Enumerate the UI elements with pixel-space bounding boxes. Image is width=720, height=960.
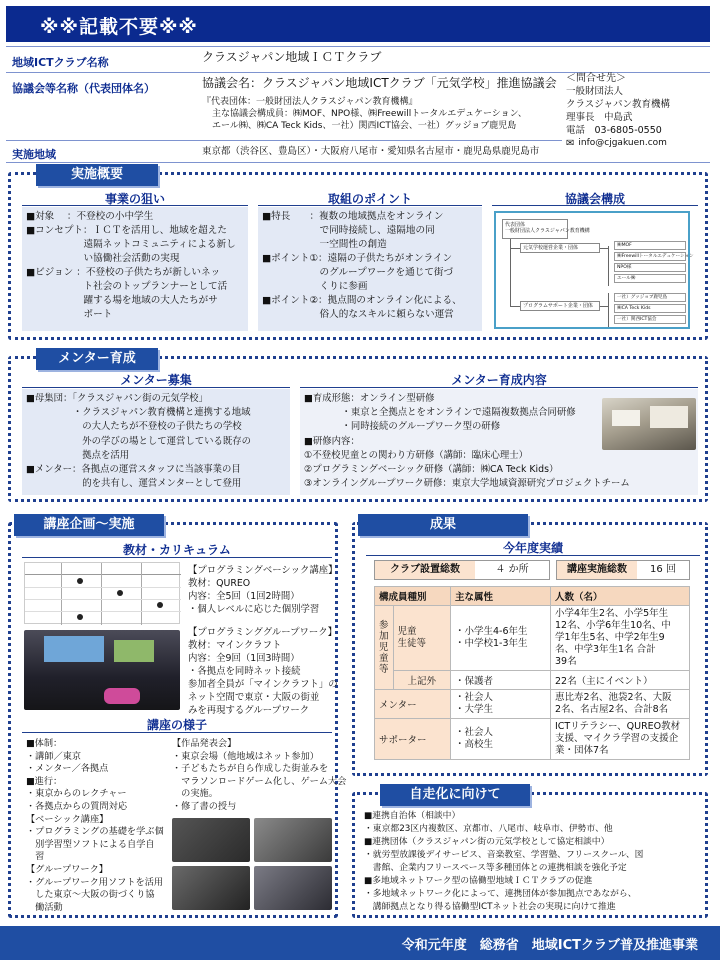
type-cell: 上記外 [393, 671, 450, 690]
photo-screen [114, 640, 154, 662]
council-leaf: エール㈱ [614, 274, 686, 283]
aims-title: 事業の狙い [104, 192, 165, 206]
clubs-label: クラブ設置総数 [375, 561, 475, 579]
photo-person [104, 688, 140, 704]
points-title: 取組のポイント [327, 192, 412, 206]
scene-photo [172, 866, 250, 910]
council-label: 協議会等名称（代表団体名） [12, 82, 155, 95]
scene-left-text: ■体制： ・講師／東京 ・メンター／各拠点 ■進行： ・東京からのレクチャー ・各拠点からの質問対応 【ベーシック講座】 ・プログラミングの基礎を学ぶ個 別学習型ソフトによる自学自 習 【グループワーク】 ・グループワーク用ソフトを活用 した東京～大阪の街づくり協 働活動 [26, 738, 164, 913]
points-text: ■特長 ：複数の地域拠点をオンライン で同時接続し、遠隔地の同 一空間性の創造 ■ポイント①：遠隔の子供たちがオンライン のグループワークを通じて街づ くりに参画 ■ポイント②：拠点間のオンライン化による、 俗人的なスキルに頼らない運営 [262, 211, 462, 320]
table-header-row [25, 563, 181, 575]
table-dot [117, 590, 123, 596]
overview-title: 実施概要 [36, 164, 158, 186]
table-header-row [375, 587, 690, 606]
council-branch: プログラムサポート企業・団体 [520, 301, 600, 311]
header-cell: 主な属性 [450, 587, 550, 606]
footer-text: 令和元年度 総務省 地域ICTクラブ普及推進事業 [401, 938, 698, 953]
future-text: ■連携自治体（相談中） ・東京都23区内複数区、京都市、八尾市、岐阜市、伊勢市、他 ■連携団体（クラスジャパン街の元気学校として協定相談中） ・就労型放課後デイサービス、音楽教室、学習塾、フリースクール、図 書館、企業内フリースペース等多種団体との連携相談を強化予定 ■多地域ネットワーク型の協働型地域ＩＣＴクラブの促進 ・多地域ネットワーク化によって、連携団体が参加拠点であながら、 講師拠点となり得る協働型ICTネット社会の実現に向けて推進 [364, 811, 644, 912]
results-title: 成果 [358, 514, 528, 536]
divider [6, 140, 562, 141]
attr-cell: ・社会人 ・高校生 [450, 719, 550, 760]
footer-banner [0, 926, 720, 960]
contact-org: 一般財団法人 [566, 86, 624, 97]
contact-email[interactable]: info@cjgakuen.com [578, 138, 667, 148]
scene-photo [172, 818, 250, 862]
council-leaf: 一社）関西ICT協会 [614, 315, 686, 324]
count-cell: 小学4年生2名、小学5年生 12名、小学6年生10名、中 学1年生5名、中学2年生9 名、中学3年生1名 合計 39名 [550, 606, 689, 671]
training-title: メンター育成内容 [451, 373, 547, 387]
sessions-stat [556, 560, 690, 580]
group-cell: 参 加 児 童 等 [375, 606, 394, 690]
table-col [101, 563, 102, 625]
divider [22, 387, 290, 388]
type-cell: サポーター [375, 719, 451, 760]
contact-org: クラスジャパン教育機構 [566, 99, 671, 110]
divider [366, 555, 700, 556]
divider [6, 46, 710, 47]
connector [510, 248, 520, 249]
table-col [61, 563, 62, 625]
type-cell: 児童 生徒等 [393, 606, 450, 671]
future-title: 自走化に向けて [380, 784, 530, 806]
sessions-value: 16 回 [650, 564, 676, 575]
club-label: 地域ICTクラブ名称 [12, 56, 109, 69]
table-row [375, 606, 690, 671]
divider [6, 162, 710, 163]
contact-phone: 電話 03-6805-0550 [566, 125, 662, 136]
region-label: 実施地域 [12, 148, 56, 161]
council-members: エール㈱、㈱CA Teck Kids、一社）関西ICT協会、一社）グッジョブ鹿児島 [212, 121, 517, 131]
results-table [374, 586, 690, 760]
photo-screen [612, 410, 640, 426]
connector [600, 306, 608, 307]
table-col [141, 563, 142, 625]
divider [300, 387, 698, 388]
scene-photo [254, 818, 332, 862]
training-photo [602, 398, 696, 450]
contact-block [566, 72, 706, 151]
divider [258, 205, 482, 206]
divider [22, 205, 248, 206]
council-members: 主な協議会構成員：㈱MOF、NPO様、㈱Freewillトータルエデュケーション、 [212, 109, 527, 119]
council-branch: 元気学校運営企業・団体 [520, 243, 600, 253]
connector [608, 246, 609, 286]
table-row [25, 611, 181, 612]
contact-title: ＜問合せ先＞ [566, 73, 626, 84]
council-rep: 『代表団体：一般財団法人クラスジャパン教育機構』 [202, 97, 418, 107]
photo-screen [650, 406, 688, 428]
council-structure-diagram [494, 211, 694, 329]
region-text: 東京都（渋谷区、豊島区）・大阪府八尾市・愛知県名古屋市・鹿児島県鹿児島市 [202, 146, 540, 157]
course-title: 講座企画～実施 [14, 514, 164, 536]
aims-text: ■対象 ：不登校の小中学生 ■コンセプト：ＩＣＴを活用し、地域を超えた 遠隔ネットコミュニティによる新し い協働社会活動の実現 ■ビジョン ：不登校の子供たちが新しいネッ ト社会のトップランナーとして活 躍する場を地域の大人たちがサ ポート [26, 211, 236, 320]
count-cell: 22名（主にイベント） [550, 671, 689, 690]
table-dot [157, 602, 163, 608]
attr-cell: ・小学生4-6年生 ・中学校1-3年生 [450, 606, 550, 671]
table-row [375, 690, 690, 719]
connector [600, 248, 608, 249]
basic-course-text: 【プログラミングベーシック講座】 教材：QUREO 内容：全5回（1回2時間） ・個人レベルに応じた個別学習 [188, 565, 338, 615]
contact-email-row [566, 137, 706, 151]
header-banner [6, 6, 710, 42]
banner-title: ※※記載不要※※ [40, 16, 198, 38]
club-name: クラスジャパン地域ＩＣＴクラブ [202, 50, 382, 64]
recruit-title: メンター募集 [120, 373, 192, 387]
divider [492, 205, 698, 206]
divider [22, 732, 332, 733]
council-root: 代表団体 一般財団法人クラスジャパン教育機構 [502, 219, 568, 239]
scene-photo [254, 866, 332, 910]
sessions-label: 講座実施総数 [557, 561, 637, 579]
count-cell: 恵比寿2名、池袋2名、大阪 2名、名古屋2名、合計8名 [550, 690, 689, 719]
type-cell: メンター [375, 690, 451, 719]
scene-right-text: 【作品発表会】 ・東京会場（他地域はネット参加） ・子どもたちが自ら作成した街並みを マラソンロードゲーム化し、ゲーム大会 の実施。 ・修了書の授与 [172, 738, 347, 812]
clubs-value: ４ か所 [495, 564, 529, 575]
mail-icon: ✉ [566, 138, 575, 150]
table-row [375, 671, 690, 690]
council-name: 協議会名：クラスジャパン地域ICTクラブ「元気学校」推進協議会 [202, 76, 557, 90]
header-cell: 構成員種別 [375, 587, 451, 606]
connector [608, 293, 609, 327]
table-row [25, 599, 181, 600]
council-leaf: ㈱Freewillトータルエデュケーション [614, 252, 686, 261]
scene-title: 講座の様子 [146, 718, 207, 732]
attr-cell: ・社会人 ・大学生 [450, 690, 550, 719]
connector [510, 306, 520, 307]
attr-cell: ・保護者 [450, 671, 550, 690]
count-cell: ICTリテラシー、QUREO教材 支援、マイクラ学習の支援企 業・団体7名 [550, 719, 689, 760]
year-title: 今年度実績 [502, 541, 563, 555]
mentor-title: メンター育成 [36, 348, 158, 370]
council-leaf: ㈱CA Teck Kids [614, 304, 686, 313]
council-structure-title: 協議会構成 [564, 192, 625, 206]
divider [22, 557, 332, 558]
header-cell: 人数（名） [550, 587, 689, 606]
table-dot [77, 614, 83, 620]
recruit-text: ■母集団：「クラスジャパン街の元気学校」 ・クラスジャパン教育機構と連携する地域 の大人たちが不登校の子供たちの学校 外の学びの場として運営している既存の 拠点を活用 ■メンター：各拠点の運営スタッフに当該事業の目 的を共有し、運営メンターとして登用 [26, 393, 252, 490]
photo-screen [44, 636, 104, 662]
group-course-text: 【プログラミンググループワーク】 教材：マインクラフト 内容：全9回（1回3時間） ・各拠点を同時ネット接続 参加者全員が「マインクラフト」の ネット空間で東京・大阪の街並 みを再現するグループワーク [188, 627, 338, 716]
council-leaf: 一社）グッジョブ鹿児島 [614, 293, 686, 302]
table-row [375, 719, 690, 760]
curriculum-table-image [24, 562, 180, 624]
table-row [25, 587, 181, 588]
curriculum-title: 教材・カリキュラム [123, 543, 231, 557]
table-dot [77, 578, 83, 584]
council-leaf: ㈱MOF [614, 241, 686, 250]
council-leaf: NPO様 [614, 263, 686, 272]
training-text: ■育成形態：オンライン型研修 ・東京と全拠点とをオンラインで遠隔複数拠点合同研修 ・同時接続のグループワーク型の研修 ■研修内容： ①不登校児童との関わり方研修（講師：臨床心理士） ②プログラミングベーシック研修（講師：㈱CA Teck Kids） ③オンライングループワーク研修：東京大学地域資源研究プロジェクトチーム [304, 393, 630, 490]
clubs-stat [374, 560, 550, 580]
contact-person: 理事長 中島武 [566, 112, 633, 123]
connector [510, 239, 511, 306]
class-photo [24, 630, 180, 710]
